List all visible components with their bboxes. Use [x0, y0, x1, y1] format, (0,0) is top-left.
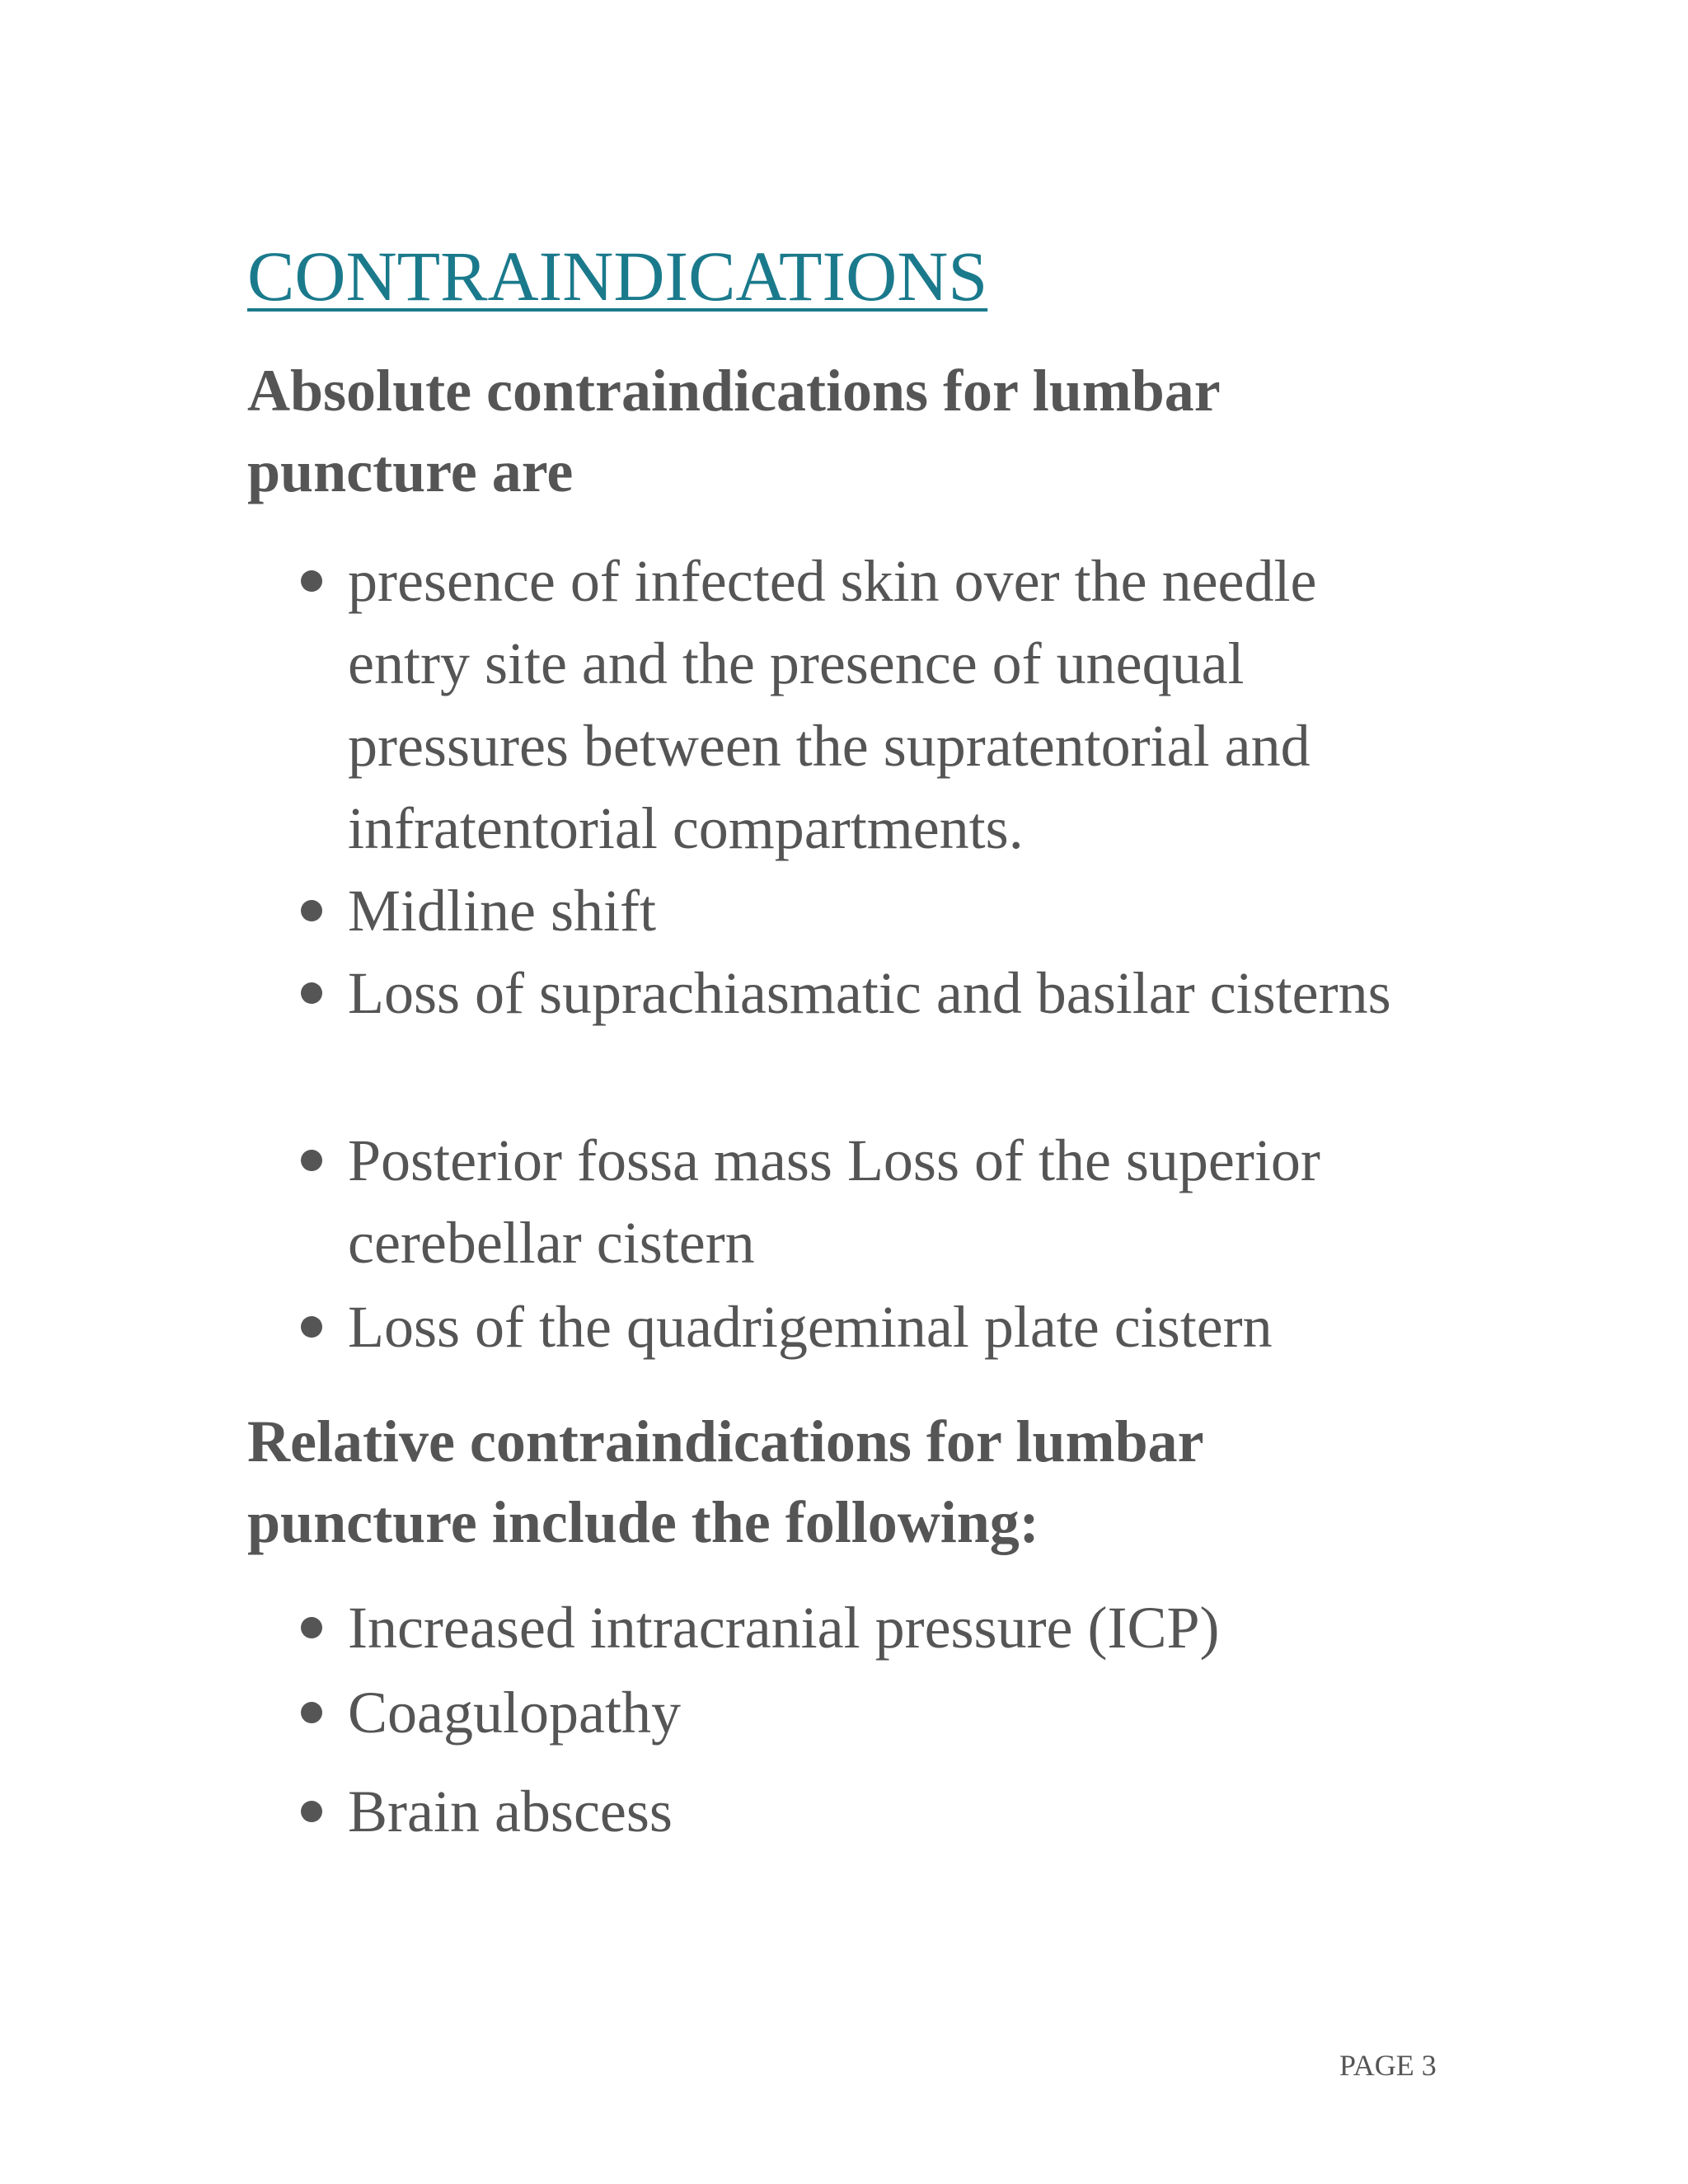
bullet-icon [301, 1316, 322, 1338]
bullet-icon [301, 1150, 322, 1171]
list-item [348, 952, 1452, 1034]
bullet-icon [301, 1617, 322, 1638]
absolute-contraindications-heading: Absolute contraindications for lumbar puncture are [247, 358, 1220, 504]
bullet-icon [301, 1702, 322, 1723]
list-item [348, 540, 1452, 869]
list-item-text: Loss of the quadrigeminal plate cistern [348, 1294, 1273, 1360]
list-item-text: Posterior fossa mass Loss of the superior cerebellar cistern [348, 1127, 1320, 1276]
list-item-text: Midline shift [348, 878, 656, 944]
relative-contraindications-heading: Relative contraindications for lumbar puncture include the following: [247, 1408, 1203, 1555]
list-item [348, 1671, 1452, 1754]
list-item-text: Increased intracranial pressure (ICP) [348, 1595, 1220, 1661]
list-item [348, 1119, 1452, 1284]
bullet-icon [301, 1801, 322, 1822]
bullet-icon [301, 982, 322, 1004]
page-title: CONTRAINDICATIONS [247, 237, 988, 316]
page-number: PAGE 3 [1339, 2049, 1437, 2082]
list-item [348, 1586, 1452, 1669]
list-item-text: presence of infected skin over the needle entry site and the presence of unequal pressures between the supratentorial and infratentorial compartments. [348, 548, 1317, 861]
list-item-text: Coagulopathy [348, 1680, 681, 1746]
bullet-icon [301, 570, 322, 592]
list-item-text: Brain abscess [348, 1779, 673, 1844]
list-item [348, 1286, 1452, 1368]
list-item-text: Loss of suprachiasmatic and basilar cisterns [348, 960, 1391, 1026]
list-item [348, 1770, 1452, 1853]
list-item [348, 869, 1452, 952]
bullet-icon [301, 900, 322, 921]
